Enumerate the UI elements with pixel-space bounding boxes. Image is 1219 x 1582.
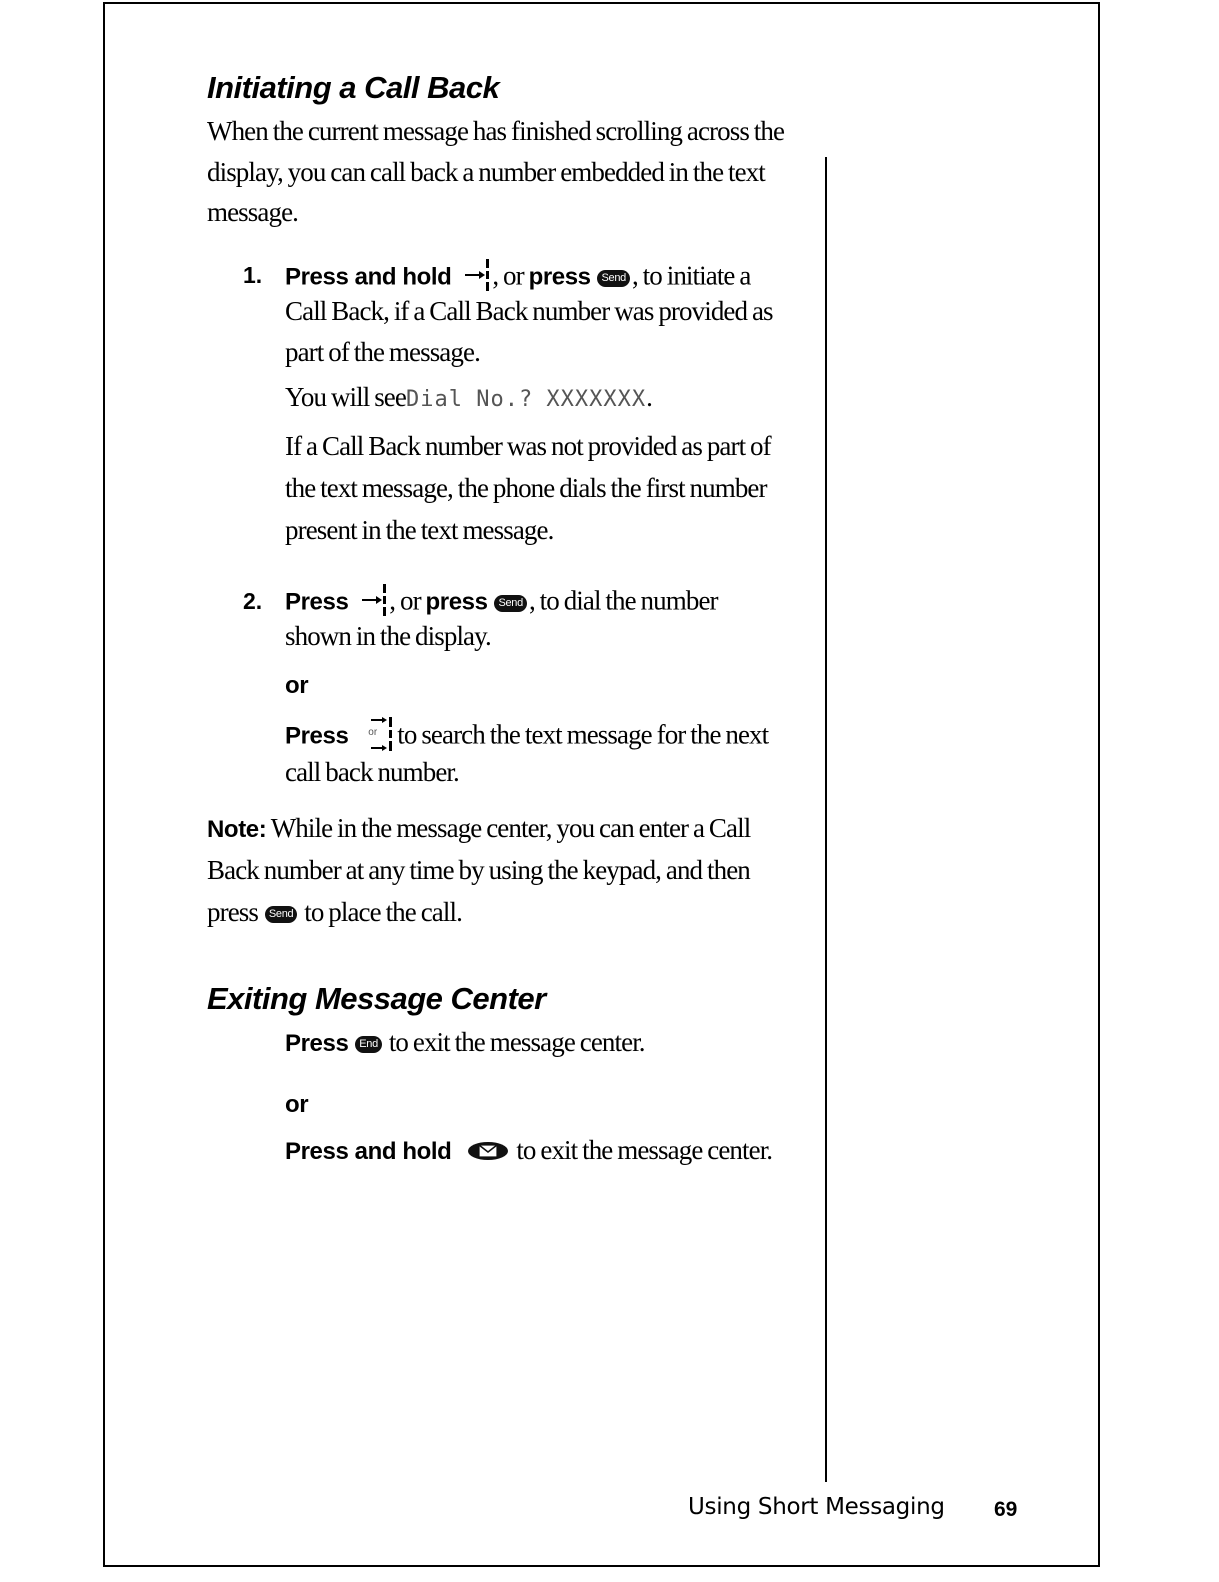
note-line-2: Back number at any time by using the keypad, and then (207, 855, 750, 885)
step-1-line-2: Call Back, if a Call Back number was provided as (285, 296, 773, 326)
period: . (646, 382, 653, 412)
search-text: to search the text message for the next (397, 719, 769, 750)
send-button-icon: Send (597, 270, 630, 287)
footer-title: Using Short Messaging (688, 1494, 945, 1520)
step-2-number: 2. (243, 588, 263, 614)
note-text-1: While in the message center, you can enter a Call (270, 813, 751, 843)
step-1-if-line-2: the text message, the phone dials the first number (285, 473, 767, 503)
step-2-or: or (285, 672, 309, 699)
after-send-text: , to initiate a (631, 260, 751, 291)
you-will-see-text: You will see (285, 382, 406, 412)
press-label: press (528, 263, 591, 291)
end-button-icon: End (355, 1036, 382, 1053)
page-number: 69 (994, 1498, 1018, 1521)
step-1-if-line-1: If a Call Back number was not provided as part of (285, 431, 771, 461)
exit-line-1 (285, 1027, 645, 1058)
right-arrow-key-icon (464, 257, 490, 300)
press-label: Press (285, 1030, 349, 1057)
exit-or: or (285, 1091, 309, 1118)
press-label: Press (285, 588, 349, 616)
press-label-3: Press (285, 722, 349, 750)
step-1-if-line-3: present in the text message. (285, 515, 554, 545)
or-text: , or (389, 585, 421, 616)
margin-rule (825, 157, 827, 1482)
press-and-hold-label: Press and hold (285, 263, 452, 291)
exit-text-2: to exit the message center. (516, 1135, 773, 1165)
press-and-hold-label: Press and hold (285, 1138, 452, 1165)
right-arrow-key-icon (361, 582, 387, 625)
step-1-line-3: part of the message. (285, 337, 480, 367)
step-2-search-line (285, 715, 768, 760)
note-place-call: to place the call. (304, 897, 462, 927)
intro-line-2: display, you can call back a number embedded in the text (207, 157, 765, 187)
send-button-icon: Send (494, 595, 527, 612)
intro-line-1: When the current message has finished scrolling across the (207, 116, 785, 146)
display-readout: Dial No.? XXXXXXX (405, 387, 647, 412)
or-icon-label: or (368, 727, 378, 738)
note-label: Note: (207, 816, 267, 843)
step-2-line-2: shown in the display. (285, 621, 491, 651)
step-1-number: 1. (243, 262, 263, 288)
send-button-icon: Send (265, 906, 298, 923)
note-line-3 (207, 897, 462, 928)
intro-line-3: message. (207, 197, 299, 227)
step-2-search-line-2: call back number. (285, 757, 459, 787)
up-down-arrow-key-icon (367, 715, 393, 760)
envelope-key-icon (466, 1137, 510, 1168)
exit-text-1: to exit the message center. (388, 1027, 645, 1057)
press-label-2: press (425, 588, 488, 616)
note-line-1 (207, 813, 750, 844)
exit-line-2 (285, 1135, 772, 1168)
step-2-line-1 (285, 582, 718, 625)
you-will-see-line (285, 382, 652, 413)
or-text: , or (492, 260, 524, 291)
page-border (103, 2, 1100, 1567)
heading-initiating-call-back: Initiating a Call Back (207, 70, 500, 105)
step-1-line-1 (285, 257, 750, 300)
heading-exiting-message-center: Exiting Message Center (207, 981, 546, 1016)
note-press: press (207, 897, 258, 927)
after-send-text: , to dial the number (528, 585, 718, 616)
